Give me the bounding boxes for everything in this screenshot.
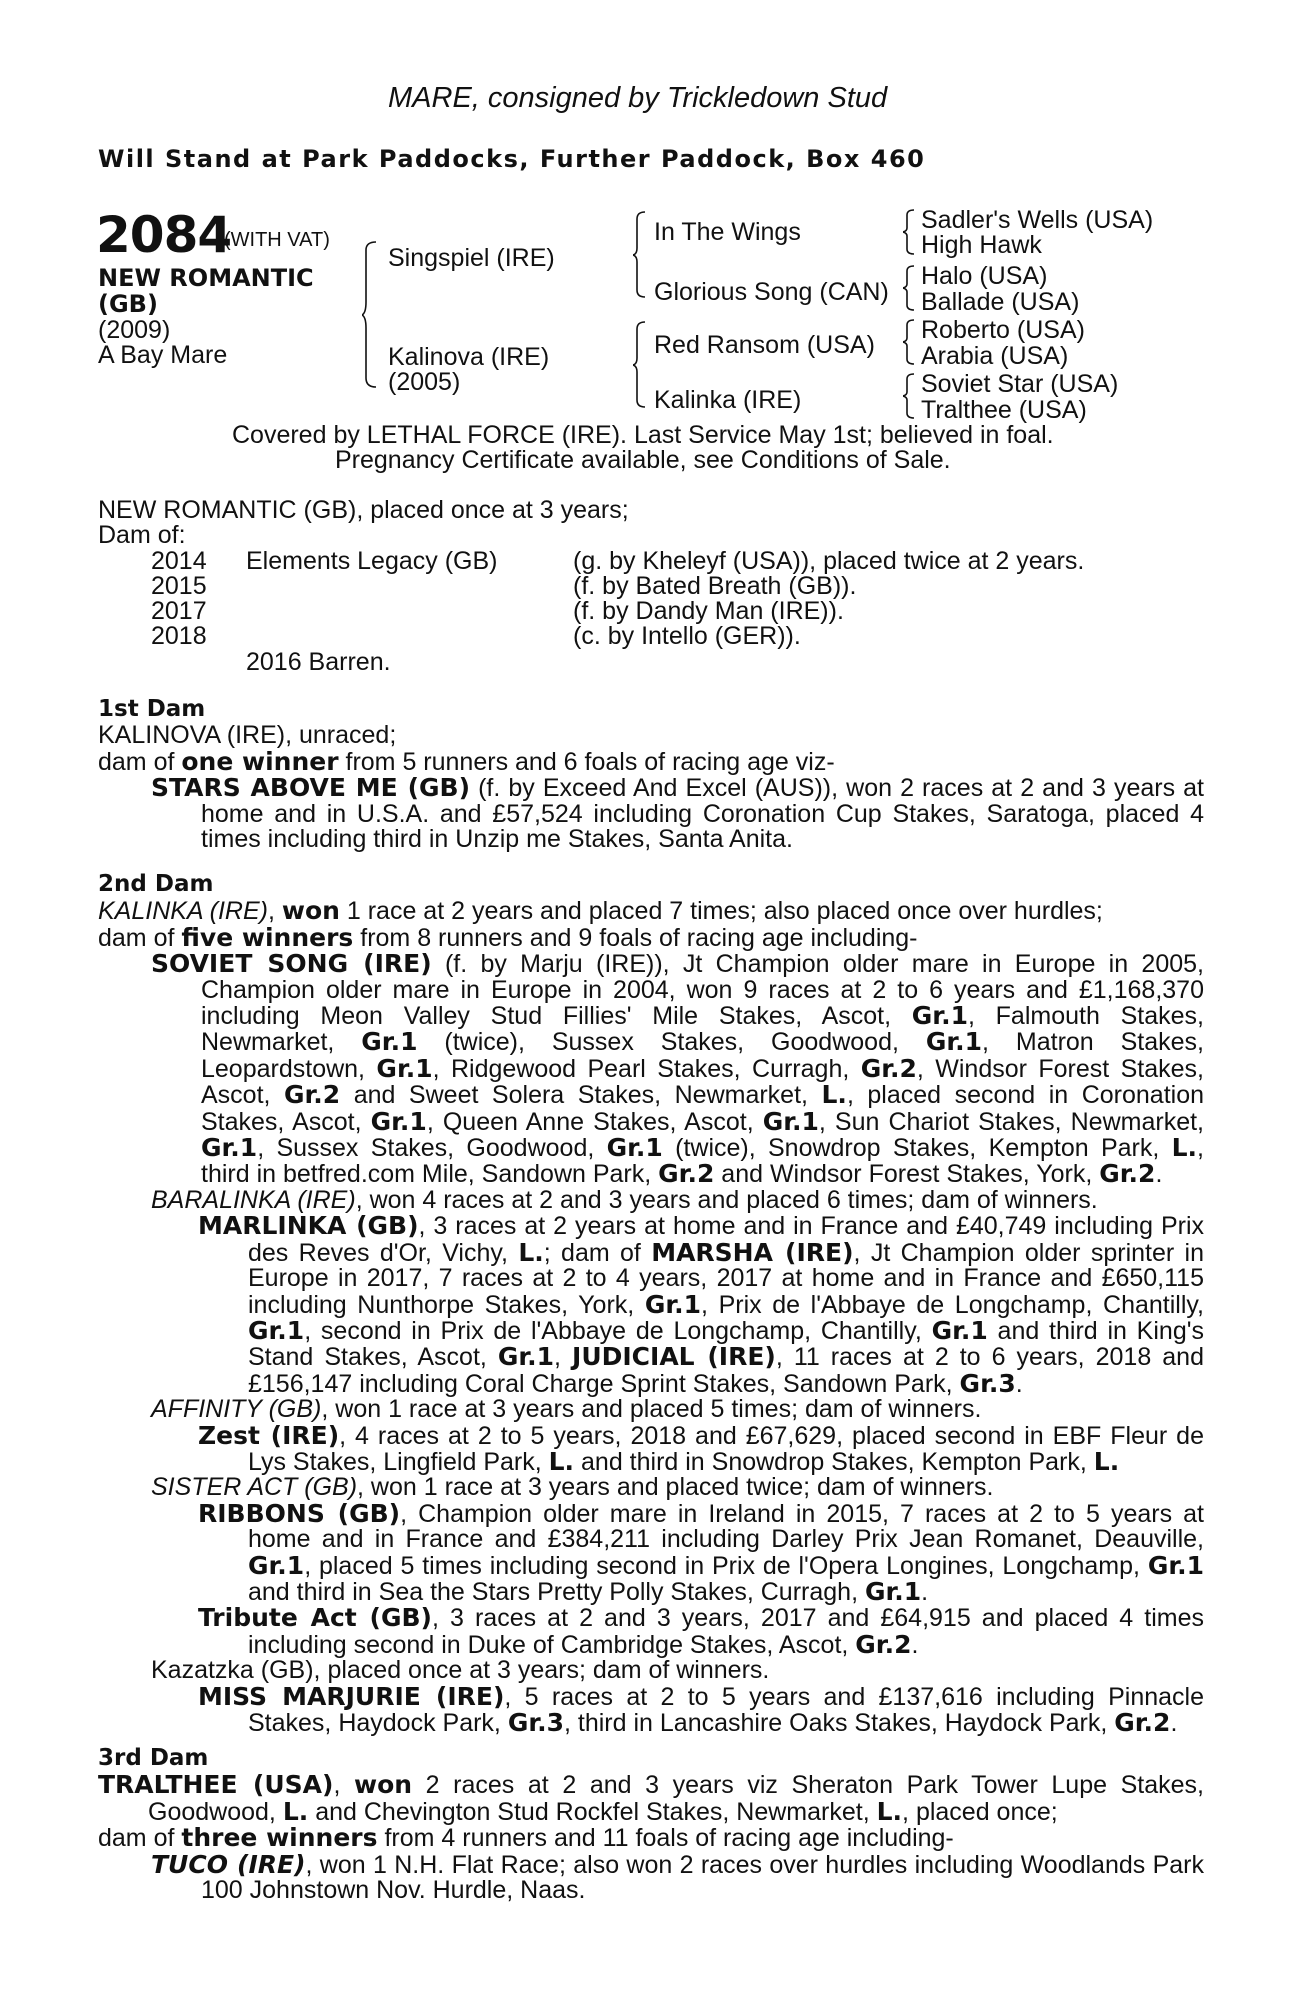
produce-barren: 2016 Barren. — [246, 648, 391, 676]
produce-year: 2017 — [151, 597, 207, 625]
second-dam-grandchild: Zest (IRE), 4 races at 2 to 5 years, 2018 and £67,629, placed second in EBF Fleur de Lys Stakes, Lingfield Park, L. and third in Snowdrop Stakes, Kempton Park, L. — [198, 1420, 1204, 1476]
second-dam-grandchild: RIBBONS (GB), Champion older mare in Ireland in 2015, 7 races at 2 to 5 years at home and in France and £384,211 including Darley Prix Jean Romanet, Deauville, Gr.1, placed 5 times including second in Prix de l'Opera Longines, Longchamp, Gr.1 and third in Sea the Stars Pretty Polly Stakes, Curragh, Gr.1. — [198, 1498, 1205, 1606]
pedigree-brace-dam — [633, 320, 649, 410]
pedigree-ddd: Tralthee (USA) — [921, 396, 1087, 424]
pedigree-ssd: High Hawk — [921, 231, 1042, 259]
second-dam-daughter: SISTER ACT (GB), won 1 race at 3 years and placed twice; dam of winners. — [151, 1473, 994, 1502]
first-dam-summary: dam of one winner from 5 runners and 6 foals of racing age viz- — [98, 746, 835, 776]
pedigree-brace-3a — [903, 208, 917, 256]
produce-year: 2014 — [151, 547, 207, 575]
pedigree-dss: Roberto (USA) — [921, 316, 1085, 344]
pedigree-sire: Singspiel (IRE) — [388, 244, 555, 272]
second-dam-section — [98, 872, 1204, 1736]
pedigree-brace-3b — [903, 264, 917, 312]
lot-number: 2084 — [96, 206, 232, 264]
pedigree-sdd: Ballade (USA) — [921, 288, 1080, 316]
pedigree-sire-sire: In The Wings — [654, 218, 801, 246]
horse-country: (GB) — [98, 290, 158, 318]
pedigree-brace-sire — [633, 210, 649, 300]
third-dam-winner: TUCO (IRE), won 1 N.H. Flat Race; also won 2 races over hurdles including Woodlands Park 100 Johnstown Nov. Hurdle, Naas. — [151, 1849, 1205, 1905]
first-dam-section — [98, 697, 1204, 852]
horse-name: NEW ROMANTIC — [98, 264, 314, 292]
pedigree-brace-main — [362, 240, 382, 390]
third-dam-heading: 3rd Dam — [98, 1745, 209, 1771]
second-dam-daughter: AFFINITY (GB), won 1 race at 3 years and placed 5 times; dam of winners. — [151, 1395, 982, 1424]
produce-year: 2015 — [151, 572, 207, 600]
second-dam-summary: dam of five winners from 8 runners and 9 foals of racing age including- — [98, 922, 918, 952]
record-dam-of: Dam of: — [98, 521, 186, 549]
pedigree-dsd: Arabia (USA) — [921, 342, 1069, 370]
first-dam-line: KALINOVA (IRE), unraced; — [98, 721, 397, 750]
cover-line-1: Covered by LETHAL FORCE (IRE). Last Service May 1st; believed in foal. — [232, 421, 1054, 449]
second-dam-daughter: BARALINKA (IRE), won 4 races at 2 and 3 years and placed 6 times; dam of winners. — [151, 1185, 1098, 1214]
produce-detail: (g. by Kheleyf (USA)), placed twice at 2 years. — [573, 547, 1085, 575]
vat-note: (WITH VAT) — [224, 229, 330, 251]
record-intro: NEW ROMANTIC (GB), placed once at 3 years; — [98, 496, 629, 524]
produce-year: 2018 — [151, 622, 207, 650]
pedigree-sire-dam: Glorious Song (CAN) — [654, 278, 889, 306]
second-dam-grandchild: Tribute Act (GB), 3 races at 2 and 3 years, 2017 and £64,915 and placed 4 times including second in Duke of Cambridge Stakes, Ascot, Gr.2. — [198, 1603, 1204, 1659]
second-dam-daughter: Kazatzka (GB), placed once at 3 years; dam of winners. — [151, 1656, 770, 1685]
produce-detail: (f. by Bated Breath (GB)). — [573, 572, 857, 600]
page-header-title: MARE, consigned by Trickledown Stud — [388, 82, 888, 114]
first-dam-winner: STARS ABOVE ME (GB) (f. by Exceed And Excel (AUS)), won 2 races at 2 and 3 years at home and in U.S.A. and £57,524 including Coronation Cup Stakes, Saratoga, placed 4 times including third in Unzip me Stakes, Santa Anita. — [151, 773, 1205, 854]
third-dam-summary: dam of three winners from 4 runners and 11 foals of racing age including- — [98, 1823, 954, 1853]
second-dam-winner: SOVIET SONG (IRE) (f. by Marju (IRE)), Jt Champion older mare in Europe in 2005, Champion older mare in Europe in 2004, won 9 races at 2 to 6 years and £1,168,370 including Meon Valley Stud Fillies' Mile Stakes, Ascot, Gr.1, Falmouth Stakes, Newmarket, Gr.1 (twice), Sussex Stakes, Goodwood, Gr.1, Matron Stakes, Leopardstown, Gr.1, Ridgewood Pearl Stakes, Curragh, Gr.2, Windsor Forest Stakes, Ascot, Gr.2 and Sweet Solera Stakes, Newmarket, L., placed second in Coronation Stakes, Ascot, Gr.1, Queen Anne Stakes, Ascot, Gr.1, Sun Chariot Stakes, Newmarket, Gr.1, Sussex Stakes, Goodwood, Gr.1 (twice), Snowdrop Stakes, Kempton Park, L., third in betfred.com Mile, Sandown Park, Gr.2 and Windsor Forest Stakes, York, Gr.2. — [151, 949, 1205, 1189]
third-dam-line: TRALTHEE (USA), won 2 races at 2 and 3 years viz Sheraton Park Tower Lupe Stakes, Goodwood, L. and Chevington Stud Rockfel Stakes, Newmarket, L., placed once; — [98, 1770, 1204, 1826]
cover-line-2: Pregnancy Certificate available, see Conditions of Sale. — [335, 446, 951, 474]
pedigree-brace-3d — [903, 372, 917, 420]
produce-detail: (c. by Intello (GER)). — [573, 622, 801, 650]
horse-year: (2009) — [98, 316, 171, 344]
produce-name: Elements Legacy (GB) — [246, 547, 498, 575]
second-dam-heading: 2nd Dam — [98, 871, 214, 897]
stand-location: Will Stand at Park Paddocks, Further Paddock, Box 460 — [98, 145, 926, 173]
produce-detail: (f. by Dandy Man (IRE)). — [573, 597, 844, 625]
second-dam-grandchild: MISS MARJURIE (IRE), 5 races at 2 to 5 years and £137,616 including Pinnacle Stakes, Haydock Park, Gr.3, third in Lancashire Oaks Stakes, Haydock Park, Gr.2. — [198, 1681, 1205, 1737]
third-dam-section — [98, 1746, 1204, 1903]
pedigree-dam: Kalinova (IRE) — [388, 343, 550, 371]
second-dam-line: KALINKA (IRE), won 1 race at 2 years and placed 7 times; also placed once over hurdles; — [98, 896, 1103, 926]
pedigree-sds: Halo (USA) — [921, 262, 1048, 290]
pedigree-dam-sire: Red Ransom (USA) — [654, 331, 875, 359]
horse-description: A Bay Mare — [98, 341, 228, 369]
pedigree-dam-year: (2005) — [388, 368, 461, 396]
pedigree-dam-dam: Kalinka (IRE) — [654, 386, 802, 414]
second-dam-grandchild: MARLINKA (GB), 3 races at 2 years at home and in France and £40,749 including Prix des Reves d'Or, Vichy, L.; dam of MARSHA (IRE), Jt Champion older sprinter in Europe in 2017, 7 races at 2 to 4 years, 2017 at home and in France and £650,115 including Nunthorpe Stakes, York, Gr.1, Prix de l'Abbaye de Longchamp, Chantilly, Gr.1, second in Prix de l'Abbaye de Longchamp, Chantilly, Gr.1 and third in King's Stand Stakes, Ascot, Gr.1, JUDICIAL (IRE), 11 races at 2 to 6 years, 2018 and £156,147 including Coral Charge Sprint Stakes, Sandown Park, Gr.3. — [198, 1211, 1204, 1398]
first-dam-heading: 1st Dam — [98, 696, 206, 722]
pedigree-brace-3c — [903, 318, 917, 366]
pedigree-dds: Soviet Star (USA) — [921, 370, 1119, 398]
pedigree-sss: Sadler's Wells (USA) — [921, 206, 1154, 234]
